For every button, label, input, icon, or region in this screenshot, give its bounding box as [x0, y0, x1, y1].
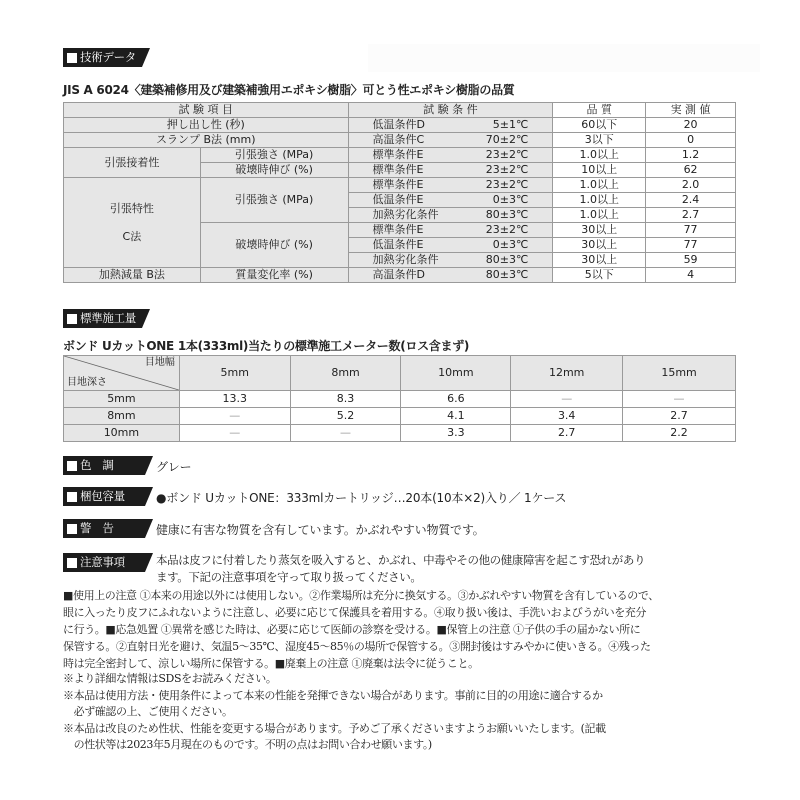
section-badge-warning: 警 告: [63, 519, 153, 538]
condition-cell: 高温条件D 80±3℃: [348, 268, 553, 283]
value-cell: 77: [646, 238, 736, 253]
column-header: 8mm: [290, 356, 401, 391]
note-line: ※本品は改良のため性状、性能を変更する場合があります。予めご了承くださいますようお願いいたします。(記載: [63, 722, 606, 735]
table-row: [64, 408, 736, 425]
tech-data-title: JIS A 6024〈建築補修用及び建築補強用エポキシ樹脂〉可とう性エポキシ樹脂の品質: [63, 83, 515, 97]
header-cell: 実 測 値: [646, 103, 736, 118]
value-cell: —: [179, 408, 290, 425]
row-header: 5mm: [64, 391, 180, 408]
value-cell: 5.2: [290, 408, 401, 425]
note-line: ※本品は使用方法・使用条件によって本来の性能を発揮できない場合があります。事前に目的の用途に適合するか: [63, 689, 603, 702]
quality-cell: 3以下: [553, 133, 646, 148]
column-header: 10mm: [401, 356, 511, 391]
sub-item-cell: 破壊時伸び (%): [200, 223, 348, 268]
packaging-value: ●ボンド UカットONE：333mlカートリッジ…20本(10本×2)入り／ 1ケース: [156, 491, 567, 505]
value-cell: 2.0: [646, 178, 736, 193]
table-row: [64, 391, 736, 408]
quality-cell: 30以上: [553, 223, 646, 238]
value-cell: 0: [646, 133, 736, 148]
sub-item-cell: 引張強さ (MPa): [200, 178, 348, 223]
quality-cell: 60以下: [553, 118, 646, 133]
value-cell: 59: [646, 253, 736, 268]
group-label: 引張特性: [109, 201, 154, 215]
group-cell: 引張接着性: [64, 148, 201, 178]
note-line: の性状等は2023年5月現在のものです。不明の点はお問い合わせ願います。): [63, 738, 432, 751]
quality-cell: 5以下: [553, 268, 646, 283]
section-badge-packaging: 梱包容量: [63, 487, 153, 506]
square-icon: [67, 492, 77, 502]
item-cell: 押し出し性 (秒): [64, 118, 349, 133]
column-header: 5mm: [179, 356, 290, 391]
condition-cell: 加熱劣化条件 80±3℃: [348, 253, 553, 268]
value-cell: 2.4: [646, 193, 736, 208]
value-cell: 77: [646, 223, 736, 238]
caution-body-line: 時は完全密封して、涼しい場所に保管する。■廃棄上の注意 ①廃棄は法令に従うこと。: [63, 657, 479, 670]
row-header: 10mm: [64, 425, 180, 442]
table-header-row: [64, 356, 736, 391]
condition-cell: 高温条件C 70±2℃: [348, 133, 553, 148]
value-cell: 4.1: [401, 408, 511, 425]
condition-cell: 標準条件E 23±2℃: [348, 178, 553, 193]
section-badge-color: 色 調: [63, 456, 153, 475]
value-cell: 8.3: [290, 391, 401, 408]
tech-data-table: [63, 102, 736, 283]
value-cell: —: [179, 425, 290, 442]
blank-region: [368, 44, 760, 72]
quality-cell: 10以上: [553, 163, 646, 178]
condition-cell: 加熱劣化条件 80±3℃: [348, 208, 553, 223]
value-cell: 1.2: [646, 148, 736, 163]
caution-body-line: に行う。■応急処置 ①異常を感じた時は、必要に応じて医師の診察を受ける。■保管上の注意 ①子供の手の届かない所に: [63, 623, 641, 636]
quality-cell: 1.0以上: [553, 208, 646, 223]
square-icon: [67, 53, 77, 63]
caution-body-line: 保管する。②直射日光を避け、気温5～35℃、湿度45～85％の場所で保管する。③開封後はすみやかに使いきる。④残った: [63, 640, 651, 653]
table-row: [64, 118, 736, 133]
caution-body-line: ■使用上の注意 ①本来の用途以外には使用しない。②作業場所は充分に換気する。③かぶれやすい物質を含有しているので、: [63, 589, 659, 602]
value-cell: 2.7: [511, 425, 623, 442]
caution-intro-line-2: ます。下記の注意事項を守って取り扱ってください。: [156, 570, 422, 584]
value-cell: 62: [646, 163, 736, 178]
sub-item-cell: 質量変化率 (%): [200, 268, 348, 283]
joint-width-label: 目地幅: [144, 357, 175, 368]
square-icon: [67, 461, 77, 471]
row-header: 8mm: [64, 408, 180, 425]
condition-cell: 低温条件E 0±3℃: [348, 193, 553, 208]
joint-depth-label: 目地深さ: [67, 377, 107, 388]
note-line: ※より詳細な情報はSDSをお読みください。: [63, 672, 277, 685]
group-cell: [64, 178, 201, 268]
value-cell: —: [623, 391, 736, 408]
value-cell: 13.3: [179, 391, 290, 408]
condition-cell: 標準条件E 23±2℃: [348, 163, 553, 178]
condition-cell: 標準条件E 23±2℃: [348, 223, 553, 238]
quality-cell: 30以上: [553, 253, 646, 268]
condition-cell: 低温条件D 5±1℃: [348, 118, 553, 133]
section-badge-coverage: 標準施工量: [63, 309, 150, 328]
value-cell: 2.7: [623, 408, 736, 425]
value-cell: 2.2: [623, 425, 736, 442]
table-row: [64, 133, 736, 148]
caution-body-line: 眼に入ったり皮フにふれないように注意し、必要に応じて保護具を着用する。④取り扱い後は、手洗いおよびうがいを充分: [63, 606, 646, 619]
header-cell: 品 質: [553, 103, 646, 118]
value-cell: —: [511, 391, 623, 408]
section-badge-tech-data: 技術データ: [63, 48, 150, 67]
section-badge-caution: 注意事項: [63, 553, 153, 572]
header-cell: 試 験 条 件: [348, 103, 553, 118]
condition-cell: 低温条件E 0±3℃: [348, 238, 553, 253]
caution-intro-line-1: 本品は皮フに付着したり蒸気を吸入すると、かぶれ、中毒やその他の健康障害を起こす恐れがあり: [156, 553, 646, 567]
square-icon: [67, 314, 77, 324]
value-cell: 2.7: [646, 208, 736, 223]
value-cell: 6.6: [401, 391, 511, 408]
condition-cell: 標準条件E 23±2℃: [348, 148, 553, 163]
column-header: 12mm: [511, 356, 623, 391]
value-cell: —: [290, 425, 401, 442]
square-icon: [67, 524, 77, 534]
table-header-row: [64, 103, 736, 118]
coverage-table: [63, 355, 736, 442]
quality-cell: 1.0以上: [553, 148, 646, 163]
warning-text: 健康に有害な物質を含有しています。かぶれやすい物質です。: [156, 523, 485, 537]
sub-item-cell: 破壊時伸び (%): [200, 163, 348, 178]
quality-cell: 1.0以上: [553, 178, 646, 193]
table-row: [64, 268, 736, 283]
quality-cell: 30以上: [553, 238, 646, 253]
value-cell: 3.4: [511, 408, 623, 425]
table-row: [64, 148, 736, 163]
square-icon: [67, 558, 77, 568]
quality-cell: 1.0以上: [553, 193, 646, 208]
value-cell: 3.3: [401, 425, 511, 442]
group-method-label: C法: [122, 229, 142, 243]
column-header: 15mm: [623, 356, 736, 391]
group-cell: 加熱減量 B法: [64, 268, 201, 283]
header-cell: 試 験 項 目: [64, 103, 349, 118]
coverage-title: ボンド UカットONE 1本(333ml)当たりの標準施工メーター数(ロス含まず): [63, 339, 470, 353]
corner-header-cell: [64, 356, 180, 391]
table-row: [64, 425, 736, 442]
sub-item-cell: 引張強さ (MPa): [200, 148, 348, 163]
item-cell: スランプ B法 (mm): [64, 133, 349, 148]
note-line: 必ず確認の上、ご使用ください。: [63, 705, 233, 718]
color-value: グレー: [156, 460, 192, 474]
table-row: [64, 178, 736, 193]
value-cell: 20: [646, 118, 736, 133]
value-cell: 4: [646, 268, 736, 283]
